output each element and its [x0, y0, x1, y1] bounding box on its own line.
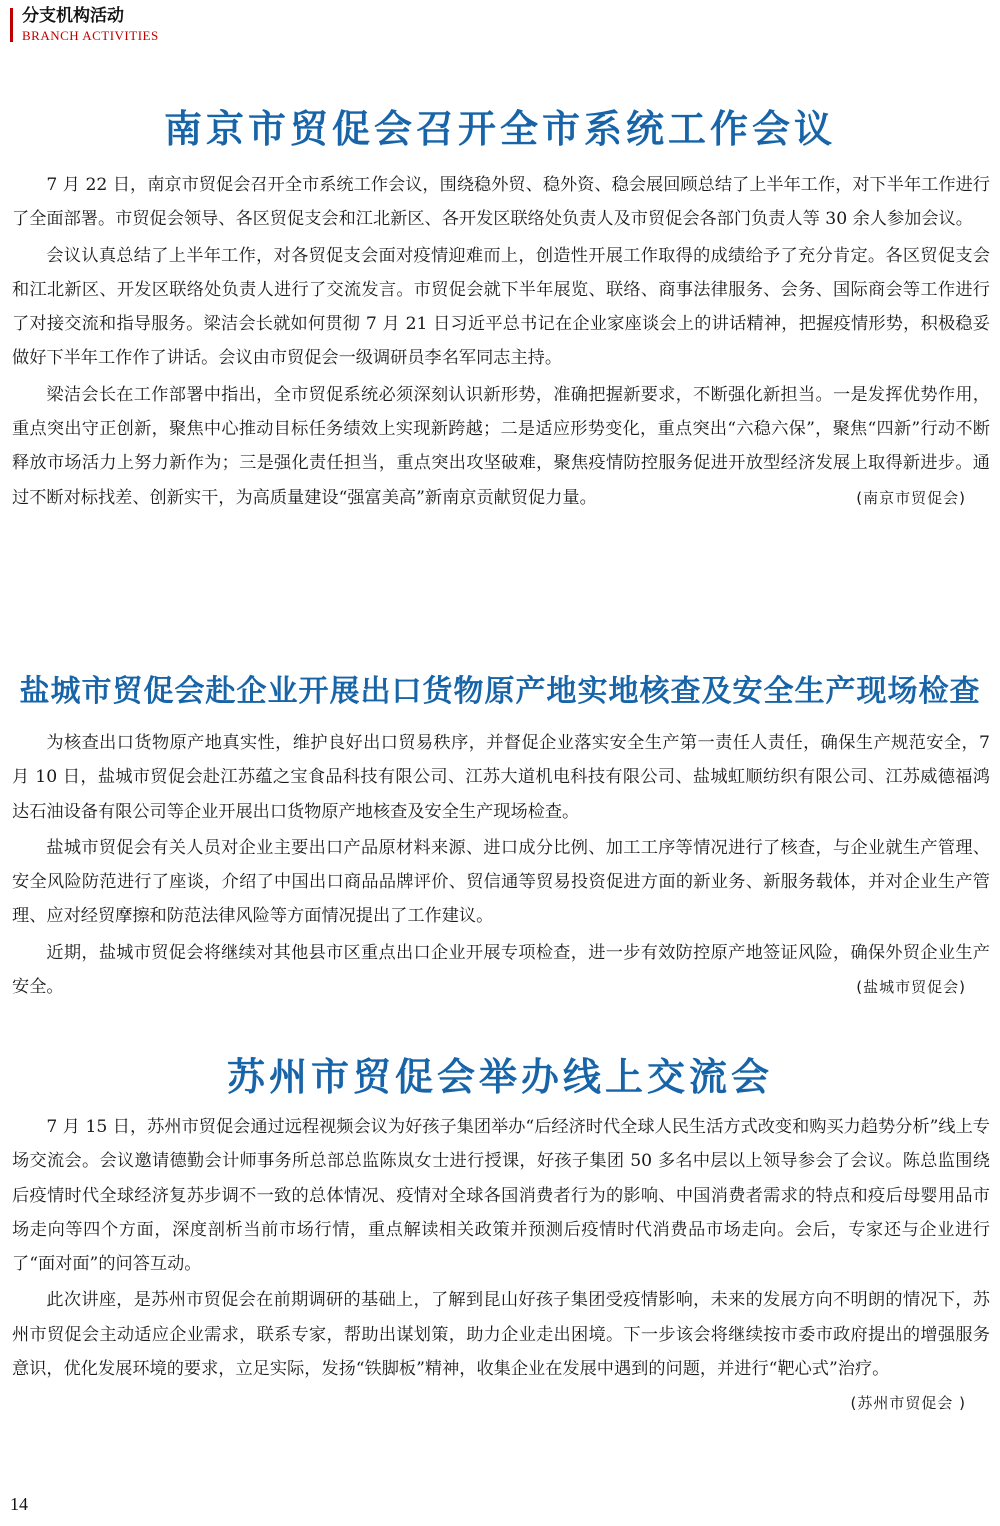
article-title: 盐城市贸促会赴企业开展出口货物原产地实地核查及安全生产现场检查: [19, 674, 981, 709]
paragraph: 为核查出口货物原产地真实性，维护良好出口贸易秩序，并督促企业落实安全生产第一责任人责任，确保生产规范安全，7 月 10 日，盐城市贸促会赴江苏蕴之宝食品科技有限公司、江苏大道机电科技有限公司、盐城虹顺纺织有限公司、江苏威德福鸿达石油设备有限公司等企业开展出口货物原产地核查及安全生产现场检查。: [12, 733, 990, 822]
article-nanjing: [0, 98, 1000, 153]
article-nanjing-body: [12, 168, 990, 515]
section-title-cn: 分支机构活动: [22, 6, 124, 26]
paragraph: [12, 378, 990, 515]
paragraph-text: 此次讲座，是苏州市贸促会在前期调研的基础上，了解到昆山好孩子集团受疫情影响，未来的发展方向不明朗的情况下，苏州市贸促会主动适应企业需求，联系专家，帮助出谋划策，助力企业走出困境。下一步该会将继续按市委市政府提出的增强服务意识，优化发展环境的要求，立足实际，发扬“铁脚板”精神，收集企业在发展中遇到的问题，并进行“靶心式”治疗。: [12, 1290, 990, 1380]
paragraph: 7 月 22 日，南京市贸促会召开全市系统工作会议，围绕稳外贸、稳外资、稳会展回顾总结了上半年工作，对下半年工作进行了全面部署。市贸促会领导、各区贸促支会和江北新区、各开发区联络处负责人及市贸促会各部门负责人等 30 余人参加会议。: [12, 175, 990, 230]
header-accent-bar: [10, 8, 13, 42]
article-title: 南京市贸促会召开全市系统工作会议: [163, 106, 836, 151]
article-source: (苏州市贸促会 ): [850, 1394, 966, 1413]
page-header: [0, 0, 1000, 48]
paragraph-text: 近期，盐城市贸促会将继续对其他县市区重点出口企业开展专项检查，进一步有效防控原产地签证风险，确保外贸企业生产安全。: [12, 942, 990, 998]
paragraph: 7 月 15 日，苏州市贸促会通过远程视频会议为好孩子集团举办“后经济时代全球人民生活方式改变和购买力趋势分析”线上专场交流会。会议邀请德勤会计师事务所总部总监陈岚女士进行授课，好孩子集团 50 多名中层以上领导参会了会议。陈总监围绕后疫情时代全球经济复苏步调不一致的总体情况、疫情对全球各国消费者行为的影响、中国消费者需求的特点和疫后母婴用品市场走向等四个方面，深度剖析当前市场行情，重点解读相关政策并预测后疫情时代消费品市场走向。会后，专家还与企业进行了“面对面”的问答互动。: [12, 1117, 990, 1275]
paragraph: 盐城市贸促会有关人员对企业主要出口产品原材料来源、进口成分比例、加工工序等情况进行了核查，与企业就生产管理、安全风险防范进行了座谈，介绍了中国出口商品品牌评价、贸信通等贸易投资促进方面的新业务、新服务载体，并对企业生产管理、应对经贸摩擦和防范法律风险等方面情况提出了工作建议。: [12, 837, 990, 927]
section-title-en: BRANCH ACTIVITIES: [22, 28, 159, 43]
article-yancheng-body: [12, 726, 990, 1004]
paragraph: 会议认真总结了上半年工作，对各贸促支会面对疫情迎难而上，创造性开展工作取得的成绩给予了充分肯定。各区贸促支会和江北新区、开发区联络处负责人进行了交流发言。市贸促会就下半年展览、联络、商事法律服务、会务、国际商会等工作进行了对接交流和指导服务。梁洁会长就如何贯彻 7 月 21 日习近平总书记在企业家座谈会上的讲话精神，把握疫情形势，积极稳妥做好下半年工作作了讲话。会议由市贸促会一级调研员李名军同志主持。: [12, 245, 990, 369]
paragraph: [12, 1283, 990, 1413]
paragraph: [12, 936, 990, 1005]
article-source: (南京市贸促会): [856, 488, 966, 507]
article-yancheng: [0, 666, 1000, 710]
article-source: (盐城市贸促会): [856, 978, 966, 997]
paragraph-text: 梁洁会长在工作部署中指出，全市贸促系统必须深刻认识新形势，准确把握新要求，不断强化新担当。一是发挥优势作用，重点突出守正创新，聚焦中心推动目标任务绩效上实现新跨越；二是适应形势变化，重点突出“六稳六保”，聚焦“四新”行动不断释放市场活力上努力新作为；三是强化责任担当，重点突出攻坚破难，聚焦疫情防控服务促进开放型经济发展上取得新进步。通过不断对标找差、创新实干，为高质量建设“强富美高”新南京贡献贸促力量。: [12, 384, 990, 508]
page-number: 14: [10, 1494, 28, 1514]
article-suzhou: [0, 1046, 1000, 1101]
article-suzhou-body: [12, 1110, 990, 1421]
article-title: 苏州市贸促会举办线上交流会: [226, 1054, 773, 1099]
